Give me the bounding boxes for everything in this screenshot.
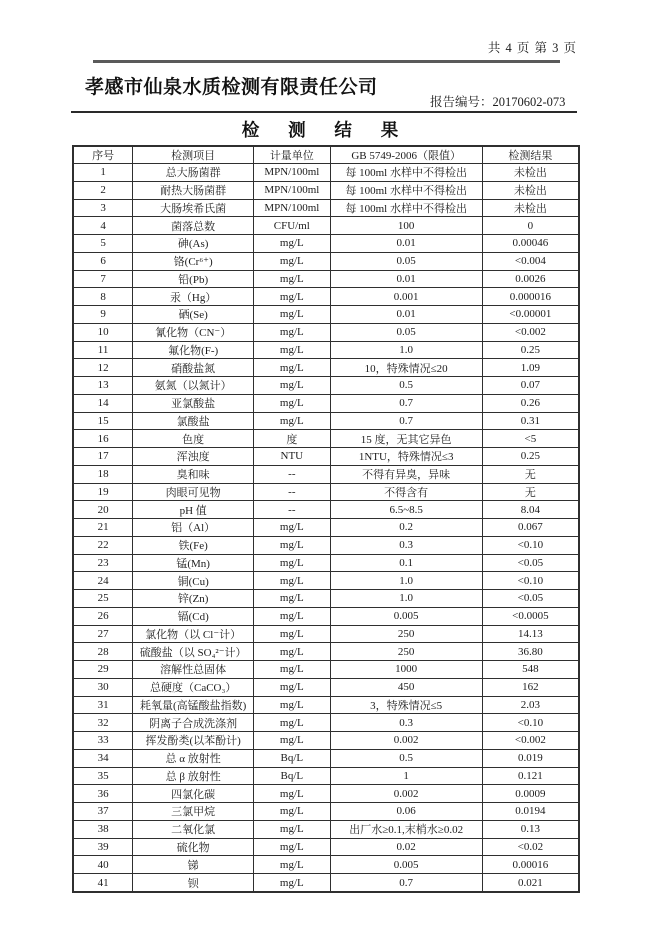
cell-item: 氟化物(F-) <box>133 341 254 359</box>
cell-index: 24 <box>73 572 133 590</box>
cell-item: 亚氯酸盐 <box>133 394 254 412</box>
cell-item: 浑浊度 <box>133 448 254 466</box>
cell-unit: mg/L <box>254 288 330 306</box>
table-row <box>73 590 579 608</box>
report-number-value: 20170602-073 <box>492 95 566 109</box>
cell-result: 36.80 <box>482 643 579 661</box>
cell-index: 40 <box>73 856 133 874</box>
cell-limit: 10，特殊情况≤20 <box>330 359 482 377</box>
cell-result: 0.25 <box>482 448 579 466</box>
cell-item: 溶解性总固体 <box>133 661 254 679</box>
table-row <box>73 501 579 519</box>
table-row <box>73 288 579 306</box>
cell-unit: -- <box>254 483 330 501</box>
cell-item: 锑 <box>133 856 254 874</box>
cell-index: 1 <box>73 164 133 182</box>
cell-index: 6 <box>73 252 133 270</box>
cell-unit: mg/L <box>254 625 330 643</box>
cell-item: 肉眼可见物 <box>133 483 254 501</box>
cell-limit: 1.0 <box>330 590 482 608</box>
cell-item: 阴离子合成洗涤剂 <box>133 714 254 732</box>
cell-index: 11 <box>73 341 133 359</box>
table-row <box>73 519 579 537</box>
cell-item: 汞（Hg） <box>133 288 254 306</box>
report-number <box>430 92 565 110</box>
cell-unit: Bq/L <box>254 767 330 785</box>
cell-result: 14.13 <box>482 625 579 643</box>
cell-index: 8 <box>73 288 133 306</box>
cell-unit: mg/L <box>254 306 330 324</box>
cell-result: 0.000016 <box>482 288 579 306</box>
cell-index: 3 <box>73 199 133 217</box>
cell-index: 15 <box>73 412 133 430</box>
cell-result: 0.31 <box>482 412 579 430</box>
cell-item: 四氯化碳 <box>133 785 254 803</box>
cell-limit: 0.01 <box>330 235 482 253</box>
cell-unit: mg/L <box>254 590 330 608</box>
cell-item: 挥发酚类(以苯酚计) <box>133 732 254 750</box>
cell-item: 三氯甲烷 <box>133 803 254 821</box>
cell-index: 16 <box>73 430 133 448</box>
table-row <box>73 572 579 590</box>
table-row <box>73 412 579 430</box>
cell-index: 23 <box>73 554 133 572</box>
table-row <box>73 448 579 466</box>
cell-item: 菌落总数 <box>133 217 254 235</box>
cell-result: <5 <box>482 430 579 448</box>
cell-result: 未检出 <box>482 164 579 182</box>
cell-limit: 0.1 <box>330 554 482 572</box>
cell-item: 砷(As) <box>133 235 254 253</box>
table-row <box>73 341 579 359</box>
results-table <box>72 145 580 893</box>
cell-index: 25 <box>73 590 133 608</box>
cell-item: 钡 <box>133 874 254 893</box>
cell-unit: NTU <box>254 448 330 466</box>
table-row <box>73 306 579 324</box>
cell-index: 32 <box>73 714 133 732</box>
table-row <box>73 430 579 448</box>
table-row <box>73 607 579 625</box>
cell-index: 4 <box>73 217 133 235</box>
cell-limit: 1.0 <box>330 572 482 590</box>
cell-item: 锌(Zn) <box>133 590 254 608</box>
cell-index: 39 <box>73 838 133 856</box>
cell-limit: 0.002 <box>330 785 482 803</box>
header-bottom-rule <box>71 111 577 113</box>
table-row <box>73 465 579 483</box>
cell-item: 色度 <box>133 430 254 448</box>
table-row <box>73 554 579 572</box>
table-row <box>73 678 579 696</box>
cell-unit: mg/L <box>254 820 330 838</box>
cell-result: 548 <box>482 661 579 679</box>
cell-index: 37 <box>73 803 133 821</box>
table-row <box>73 803 579 821</box>
cell-unit: mg/L <box>254 732 330 750</box>
cell-limit: 每 100ml 水样中不得检出 <box>330 199 482 217</box>
table-row <box>73 714 579 732</box>
cell-index: 27 <box>73 625 133 643</box>
cell-limit: 0.7 <box>330 412 482 430</box>
table-row <box>73 856 579 874</box>
cell-result: <0.02 <box>482 838 579 856</box>
cell-limit: 3，特殊情况≤5 <box>330 696 482 714</box>
cell-index: 10 <box>73 323 133 341</box>
cell-limit: 0.02 <box>330 838 482 856</box>
cell-limit: 不得含有 <box>330 483 482 501</box>
cell-limit: 0.06 <box>330 803 482 821</box>
header-cell-index: 序号 <box>73 146 133 164</box>
table-row <box>73 323 579 341</box>
cell-index: 22 <box>73 536 133 554</box>
cell-limit: 1000 <box>330 661 482 679</box>
cell-result: 无 <box>482 465 579 483</box>
cell-item: 二氧化氯 <box>133 820 254 838</box>
cell-unit: Bq/L <box>254 749 330 767</box>
cell-result: <0.10 <box>482 714 579 732</box>
page-number-info: 共 4 页 第 3 页 <box>487 41 577 55</box>
table-row <box>73 199 579 217</box>
cell-item: 铜(Cu) <box>133 572 254 590</box>
cell-result: 0.067 <box>482 519 579 537</box>
cell-item: 耗氧量(高锰酸盐指数) <box>133 696 254 714</box>
cell-index: 26 <box>73 607 133 625</box>
header-top-rule <box>93 60 560 63</box>
cell-item: 硝酸盐氮 <box>133 359 254 377</box>
cell-result: 0.00016 <box>482 856 579 874</box>
cell-limit: 0.01 <box>330 270 482 288</box>
cell-item: 总 α 放射性 <box>133 749 254 767</box>
cell-limit: 0.2 <box>330 519 482 537</box>
cell-unit: mg/L <box>254 643 330 661</box>
cell-item: 氯酸盐 <box>133 412 254 430</box>
cell-item: 总硬度（CaCO₃） <box>133 678 254 696</box>
cell-unit: mg/L <box>254 678 330 696</box>
cell-limit: 1NTU，特殊情况≤3 <box>330 448 482 466</box>
cell-index: 35 <box>73 767 133 785</box>
cell-item: 臭和味 <box>133 465 254 483</box>
table-row <box>73 483 579 501</box>
cell-unit: mg/L <box>254 607 330 625</box>
table-row <box>73 359 579 377</box>
cell-result: 未检出 <box>482 199 579 217</box>
cell-unit: mg/L <box>254 661 330 679</box>
cell-limit: 0.3 <box>330 714 482 732</box>
cell-limit: 不得有异臭，异味 <box>330 465 482 483</box>
cell-item: 锰(Mn) <box>133 554 254 572</box>
header-cell-unit: 计量单位 <box>254 146 330 164</box>
cell-limit: 1.0 <box>330 341 482 359</box>
cell-index: 41 <box>73 874 133 893</box>
cell-limit: 每 100ml 水样中不得检出 <box>330 181 482 199</box>
cell-result: 2.03 <box>482 696 579 714</box>
table-row <box>73 643 579 661</box>
cell-result: 无 <box>482 483 579 501</box>
cell-index: 38 <box>73 820 133 838</box>
table-row <box>73 838 579 856</box>
cell-unit: mg/L <box>254 536 330 554</box>
table-row <box>73 217 579 235</box>
cell-limit: 0.05 <box>330 252 482 270</box>
table-row <box>73 164 579 182</box>
table-row <box>73 696 579 714</box>
cell-result: <0.00001 <box>482 306 579 324</box>
cell-index: 18 <box>73 465 133 483</box>
cell-limit: 450 <box>330 678 482 696</box>
cell-unit: mg/L <box>254 856 330 874</box>
cell-result: <0.05 <box>482 554 579 572</box>
cell-result: 0.26 <box>482 394 579 412</box>
cell-unit: 度 <box>254 430 330 448</box>
table-row <box>73 767 579 785</box>
cell-unit: mg/L <box>254 235 330 253</box>
cell-result: 0.121 <box>482 767 579 785</box>
cell-unit: -- <box>254 465 330 483</box>
cell-result: 8.04 <box>482 501 579 519</box>
company-name: 孝感市仙泉水质检测有限责任公司 <box>85 77 378 98</box>
table-header-row <box>73 146 579 164</box>
table-row <box>73 820 579 838</box>
cell-item: pH 值 <box>133 501 254 519</box>
document-title: 检 测 结 果 <box>241 120 411 140</box>
cell-index: 34 <box>73 749 133 767</box>
cell-item: 总大肠菌群 <box>133 164 254 182</box>
cell-limit: 出厂水≥0.1,末梢水≥0.02 <box>330 820 482 838</box>
cell-index: 30 <box>73 678 133 696</box>
cell-item: 大肠埃希氏菌 <box>133 199 254 217</box>
header-cell-item: 检测项目 <box>133 146 254 164</box>
cell-result: 0.019 <box>482 749 579 767</box>
cell-index: 7 <box>73 270 133 288</box>
cell-limit: 0.7 <box>330 874 482 893</box>
cell-limit: 100 <box>330 217 482 235</box>
cell-result: 0.0026 <box>482 270 579 288</box>
header-cell-result: 检测结果 <box>482 146 579 164</box>
cell-unit: mg/L <box>254 270 330 288</box>
table-row <box>73 235 579 253</box>
table-row <box>73 252 579 270</box>
table-row <box>73 732 579 750</box>
cell-unit: mg/L <box>254 377 330 395</box>
cell-item: 硫化物 <box>133 838 254 856</box>
cell-unit: mg/L <box>254 803 330 821</box>
cell-limit: 0.3 <box>330 536 482 554</box>
cell-result: 0.0009 <box>482 785 579 803</box>
cell-limit: 0.5 <box>330 377 482 395</box>
cell-item: 氰化物（CN⁻） <box>133 323 254 341</box>
cell-unit: mg/L <box>254 359 330 377</box>
cell-index: 19 <box>73 483 133 501</box>
cell-limit: 15 度，无其它异色 <box>330 430 482 448</box>
cell-unit: mg/L <box>254 341 330 359</box>
cell-limit: 250 <box>330 625 482 643</box>
cell-limit: 0.7 <box>330 394 482 412</box>
cell-result: <0.002 <box>482 732 579 750</box>
cell-unit: MPN/100ml <box>254 181 330 199</box>
cell-limit: 0.05 <box>330 323 482 341</box>
cell-index: 13 <box>73 377 133 395</box>
cell-unit: mg/L <box>254 394 330 412</box>
cell-result: 1.09 <box>482 359 579 377</box>
cell-result: 0.25 <box>482 341 579 359</box>
header-cell-limit: GB 5749-2006（限值） <box>330 146 482 164</box>
cell-index: 31 <box>73 696 133 714</box>
cell-result: 0.021 <box>482 874 579 893</box>
table-row <box>73 661 579 679</box>
cell-result: <0.004 <box>482 252 579 270</box>
cell-item: 氨氮（以氮计） <box>133 377 254 395</box>
table-row <box>73 536 579 554</box>
cell-unit: MPN/100ml <box>254 164 330 182</box>
cell-unit: mg/L <box>254 252 330 270</box>
cell-unit: mg/L <box>254 714 330 732</box>
cell-item: 总 β 放射性 <box>133 767 254 785</box>
cell-unit: CFU/ml <box>254 217 330 235</box>
cell-result: <0.10 <box>482 536 579 554</box>
cell-index: 14 <box>73 394 133 412</box>
table-row <box>73 394 579 412</box>
cell-item: 铝（Al） <box>133 519 254 537</box>
cell-limit: 0.001 <box>330 288 482 306</box>
cell-item: 铬(Cr⁶⁺) <box>133 252 254 270</box>
cell-result: <0.0005 <box>482 607 579 625</box>
cell-item: 铅(Pb) <box>133 270 254 288</box>
cell-index: 20 <box>73 501 133 519</box>
cell-index: 21 <box>73 519 133 537</box>
table-row <box>73 785 579 803</box>
cell-limit: 每 100ml 水样中不得检出 <box>330 164 482 182</box>
cell-index: 2 <box>73 181 133 199</box>
cell-index: 12 <box>73 359 133 377</box>
cell-index: 28 <box>73 643 133 661</box>
cell-limit: 6.5~8.5 <box>330 501 482 519</box>
cell-limit: 0.002 <box>330 732 482 750</box>
cell-unit: mg/L <box>254 874 330 893</box>
cell-limit: 0.5 <box>330 749 482 767</box>
table-row <box>73 749 579 767</box>
report-number-label: 报告编号： <box>430 95 493 109</box>
cell-unit: mg/L <box>254 554 330 572</box>
cell-unit: mg/L <box>254 323 330 341</box>
cell-index: 36 <box>73 785 133 803</box>
cell-result: 162 <box>482 678 579 696</box>
cell-unit: mg/L <box>254 696 330 714</box>
cell-result: 0.00046 <box>482 235 579 253</box>
cell-index: 33 <box>73 732 133 750</box>
cell-result: 0.0194 <box>482 803 579 821</box>
cell-index: 17 <box>73 448 133 466</box>
cell-index: 9 <box>73 306 133 324</box>
cell-unit: mg/L <box>254 412 330 430</box>
cell-result: 0.07 <box>482 377 579 395</box>
cell-item: 硫酸盐（以 SO₄²⁻计） <box>133 643 254 661</box>
cell-item: 耐热大肠菌群 <box>133 181 254 199</box>
cell-limit: 0.005 <box>330 607 482 625</box>
cell-result: 0 <box>482 217 579 235</box>
cell-result: 0.13 <box>482 820 579 838</box>
cell-unit: mg/L <box>254 519 330 537</box>
cell-unit: MPN/100ml <box>254 199 330 217</box>
table-row <box>73 181 579 199</box>
cell-index: 5 <box>73 235 133 253</box>
table-row <box>73 874 579 893</box>
cell-index: 29 <box>73 661 133 679</box>
table-row <box>73 377 579 395</box>
cell-limit: 250 <box>330 643 482 661</box>
cell-unit: mg/L <box>254 572 330 590</box>
cell-unit: mg/L <box>254 785 330 803</box>
cell-result: <0.002 <box>482 323 579 341</box>
cell-unit: -- <box>254 501 330 519</box>
table-row <box>73 625 579 643</box>
cell-result: <0.10 <box>482 572 579 590</box>
cell-limit: 0.01 <box>330 306 482 324</box>
cell-item: 氯化物（以 Cl⁻计） <box>133 625 254 643</box>
cell-unit: mg/L <box>254 838 330 856</box>
cell-item: 硒(Se) <box>133 306 254 324</box>
table-row <box>73 270 579 288</box>
cell-limit: 1 <box>330 767 482 785</box>
cell-result: 未检出 <box>482 181 579 199</box>
cell-item: 镉(Cd) <box>133 607 254 625</box>
cell-result: <0.05 <box>482 590 579 608</box>
cell-limit: 0.005 <box>330 856 482 874</box>
cell-item: 铁(Fe) <box>133 536 254 554</box>
